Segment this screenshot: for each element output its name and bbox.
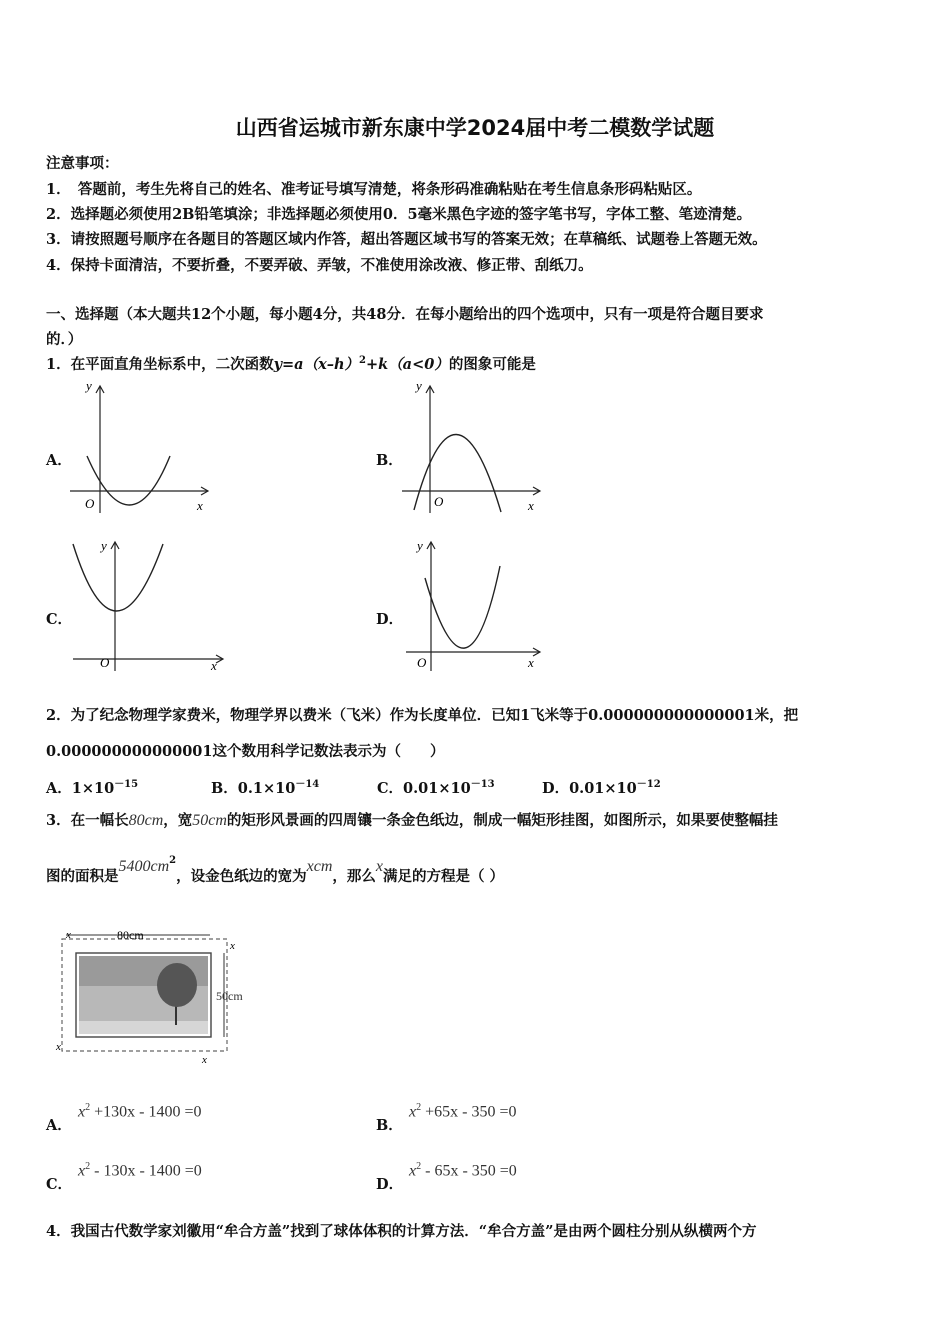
notice-item-3: 3．请按照题号顺序在各题目的答题区域内作答，超出答题区域书写的答案无效；在草稿纸、试题卷上答题无效。	[46, 231, 767, 248]
q3-option-d-equation	[409, 1161, 517, 1180]
page-title: 山西省运城市新东康中学2024届中考二模数学试题	[235, 116, 715, 140]
q3-option-b-equation	[409, 1102, 516, 1121]
q3-d-x: x	[409, 1162, 417, 1180]
q3-c-rest: - 130x - 1400 =0	[94, 1162, 202, 1180]
q3-option-c-equation	[78, 1161, 202, 1180]
q3-text-e: ，设金色纸边的宽为	[176, 868, 307, 885]
q1-option-c-label[interactable]: C．	[46, 611, 73, 628]
q3-figure-x-right: x	[230, 940, 235, 952]
q3-figure	[44, 925, 259, 1065]
notice-item-1: 1． 答题前，考生先将自己的姓名、准考证号填写清楚，将条形码准确粘贴在考生信息条形码粘贴区。	[46, 181, 702, 198]
q3-figure-side-label: 50cm	[216, 989, 243, 1003]
q2-option-b-base: 0.1×10	[237, 779, 296, 797]
q2-option-a[interactable]	[46, 775, 138, 798]
q1-option-d-label[interactable]: D．	[376, 611, 404, 628]
q3-area-exp: 2	[169, 855, 177, 867]
q3-var: xcm	[306, 858, 333, 875]
q1-graph-b	[402, 378, 547, 518]
q3-var2: x	[375, 858, 383, 875]
q2-option-b-exp: －14	[295, 779, 320, 790]
q1-graph-c	[68, 536, 228, 676]
tree-icon	[157, 963, 197, 1007]
q2-option-d-base: 0.01×10	[569, 779, 637, 797]
notice-item-4: 4．保持卡面清洁，不要折叠，不要弄破、弄皱，不准使用涂改液、修正带、刮纸刀。	[46, 257, 593, 274]
graph-b-x-label: x	[528, 498, 534, 513]
q3-a-exp: 2	[85, 1102, 91, 1113]
q3-option-b-label[interactable]: B．	[376, 1117, 403, 1134]
q3-option-c-label[interactable]: C．	[46, 1176, 73, 1193]
q2-option-d-label: D．	[542, 779, 570, 797]
q3-text-c: 的矩形风景画的四周镶一条金色纸边，制成一幅矩形挂图，如图所示，如果要使整幅挂	[226, 812, 778, 829]
q2-option-d-exp: －12	[636, 779, 661, 790]
q3-d-exp: 2	[416, 1161, 422, 1172]
q2-option-b-label: B．	[211, 779, 238, 797]
q1-option-a-label[interactable]: A．	[46, 452, 72, 469]
question-1-formula-tail: +k（a<0）	[365, 356, 449, 373]
q3-d-rest: - 65x - 350 =0	[425, 1162, 517, 1180]
q3-b-rest: +65x - 350 =0	[425, 1103, 517, 1121]
question-1-formula: y=a（x–h）	[273, 356, 360, 373]
q3-length: 80cm	[128, 812, 164, 829]
graph-c-origin: O	[100, 655, 110, 670]
q3-a-x: x	[78, 1103, 86, 1121]
q3-figure-top-label: 80cm	[117, 928, 144, 942]
q3-c-exp: 2	[85, 1161, 91, 1172]
question-3-line1	[46, 809, 778, 830]
q3-c-x: x	[78, 1162, 86, 1180]
graph-a-origin: O	[85, 496, 95, 511]
question-1-prefix: 1．在平面直角坐标系中，二次函数	[46, 356, 274, 373]
question-1-stem	[46, 353, 536, 374]
graph-d-y-label: y	[417, 538, 423, 553]
q2-option-a-base: 1×10	[71, 779, 115, 797]
q3-option-a-label[interactable]: A．	[46, 1117, 72, 1134]
q1-graph-a	[70, 378, 215, 518]
q3-figure-x-left: x	[56, 1041, 61, 1053]
q2-option-c-label: C．	[377, 779, 404, 797]
q2-option-c[interactable]	[377, 775, 495, 798]
q3-a-rest: +130x - 1400 =0	[94, 1103, 202, 1121]
question-1-suffix: 的图象可能是	[448, 356, 536, 373]
notice-heading: 注意事项：	[46, 155, 119, 172]
q3-option-a-equation	[78, 1102, 201, 1121]
q1-graph-d	[402, 536, 547, 676]
graph-b-origin: O	[434, 494, 444, 509]
section-heading-line2: 的．）	[46, 331, 83, 348]
q3-figure-x-top: x	[66, 929, 71, 941]
graph-a-y-label: y	[86, 378, 92, 393]
notice-item-2: 2．选择题必须使用2B铅笔填涂；非选择题必须使用0．5毫米黑色字迹的签字笔书写，字体工整、笔迹清楚。	[46, 206, 752, 223]
section-heading-line1: 一、选择题（本大题共12个小题，每小题4分，共48分．在每小题给出的四个选项中，只有一项是符合题目要求	[46, 306, 764, 323]
q2-option-c-base: 0.01×10	[403, 779, 471, 797]
graph-d-origin: O	[417, 655, 427, 670]
q3-text-g: 满足的方程是（ ）	[383, 868, 505, 885]
question-3-line2	[46, 855, 505, 886]
q3-text-f: ，那么	[332, 868, 376, 885]
q3-figure-x-bottom: x	[202, 1054, 207, 1065]
question-4-line1: 4．我国古代数学家刘徽用“牟合方盖”找到了球体体积的计算方法．“牟合方盖”是由两个圆柱分别从纵横两个方	[46, 1223, 757, 1240]
graph-c-x-label: x	[211, 658, 217, 673]
q2-option-a-exp: －15	[114, 779, 139, 790]
question-2-line1: 2．为了纪念物理学家费米，物理学界以费米（飞米）作为长度单位．已知1飞米等于0.000000000000001米，把	[46, 707, 799, 724]
q1-option-b-label[interactable]: B．	[376, 452, 403, 469]
q3-text-a: 3．在一幅长	[46, 812, 129, 829]
q3-text-d: 图的面积是	[46, 868, 119, 885]
q3-b-x: x	[409, 1103, 417, 1121]
q2-option-c-exp: －13	[470, 779, 495, 790]
question-2-line2: 0.000000000000001这个数用科学记数法表示为（ ）	[46, 743, 445, 760]
q2-option-d[interactable]	[542, 775, 661, 798]
graph-c-y-label: y	[101, 538, 107, 553]
graph-b-y-label: y	[416, 378, 422, 393]
q3-width: 50cm	[192, 812, 227, 829]
q2-option-a-label: A．	[46, 779, 72, 797]
q2-option-b[interactable]	[211, 775, 319, 798]
q3-area: 5400cm	[118, 858, 170, 875]
q3-text-b: ，宽	[163, 812, 193, 829]
q3-option-d-label[interactable]: D．	[376, 1176, 404, 1193]
q3-b-exp: 2	[416, 1102, 422, 1113]
graph-a-x-label: x	[197, 498, 203, 513]
graph-d-x-label: x	[528, 655, 534, 670]
question-1-exponent: 2	[359, 355, 366, 367]
